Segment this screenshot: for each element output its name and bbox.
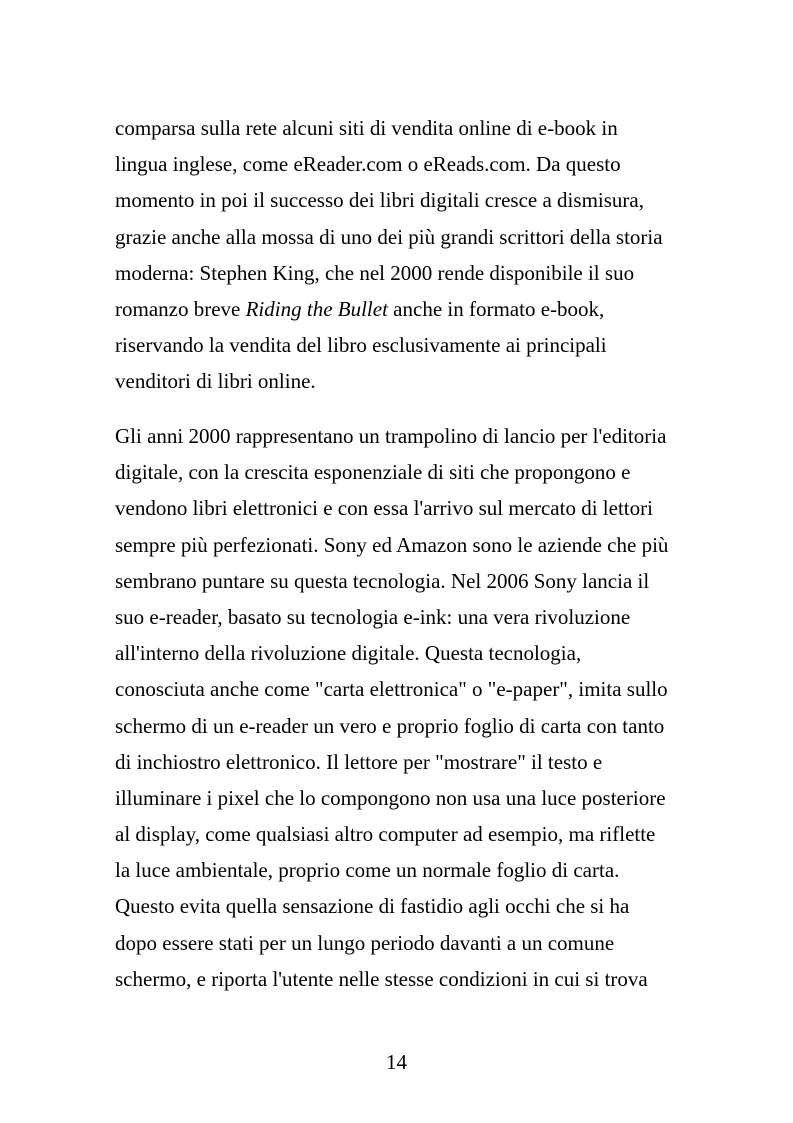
text-line: moderna: Stephen King, che nel 2000 rende disponibile il suo	[115, 260, 635, 285]
text-line: la luce ambientale, proprio come un normale foglio di carta.	[115, 858, 620, 883]
text-line: al display, come qualsiasi altro computer ad esempio, ma riflette	[115, 822, 656, 847]
page-number: 14	[386, 1050, 407, 1074]
text-line: di inchiostro elettronico. Il lettore per "mostrare" il testo e	[115, 749, 603, 774]
text-line: vendono libri elettronici e con essa l'arrivo sul mercato di lettori	[115, 496, 653, 521]
text-line: suo e-reader, basato su tecnologia e-ink: una vera rivoluzione	[115, 604, 631, 629]
text-line: grazie anche alla mossa di uno dei più grandi scrittori della storia	[115, 224, 663, 249]
paragraph-2	[115, 418, 681, 997]
text-line: Questo evita quella sensazione di fastidio agli occhi che si ha	[115, 894, 630, 919]
text-line: schermo, e riporta l'utente nelle stesse condizioni in cui si trova	[115, 966, 648, 991]
text-line: venditori di libri online.	[115, 369, 316, 394]
text-line: digitale, con la crescita esponenziale di siti che propongono e	[115, 460, 631, 485]
text-line: sembrano puntare su questa tecnologia. Nel 2006 Sony lancia il	[115, 568, 650, 593]
text-line: riservando la vendita del libro esclusivamente ai principali	[115, 333, 607, 358]
text-line: conosciuta anche come "carta elettronica" o "e-paper", imita sullo	[115, 677, 668, 702]
text-line: Gli anni 2000 rappresentano un trampolino di lancio per l'editoria	[115, 424, 667, 448]
text-line: momento in poi il successo dei libri digitali cresce a dismisura,	[115, 188, 644, 213]
text-line: comparsa sulla rete alcuni siti di vendita online di e-book in	[115, 116, 618, 140]
paragraph-1	[115, 110, 681, 400]
text-line: all'interno della rivoluzione digitale. Questa tecnologia,	[115, 641, 582, 666]
text-line: illuminare i pixel che lo compongono non usa una luce posteriore	[115, 785, 666, 810]
text-line: romanzo breve Riding the Bullet anche in formato e-book,	[115, 296, 605, 321]
text-line: schermo di un e-reader un vero e proprio foglio di carta con tanto	[115, 713, 665, 738]
book-title: Riding the Bullet	[245, 296, 388, 321]
text-line: dopo essere stati per un lungo periodo davanti a un comune	[115, 930, 615, 955]
text-line: sempre più perfezionati. Sony ed Amazon sono le aziende che più	[115, 532, 669, 557]
text-line: lingua inglese, come eReader.com o eReads.com. Da questo	[115, 152, 621, 177]
